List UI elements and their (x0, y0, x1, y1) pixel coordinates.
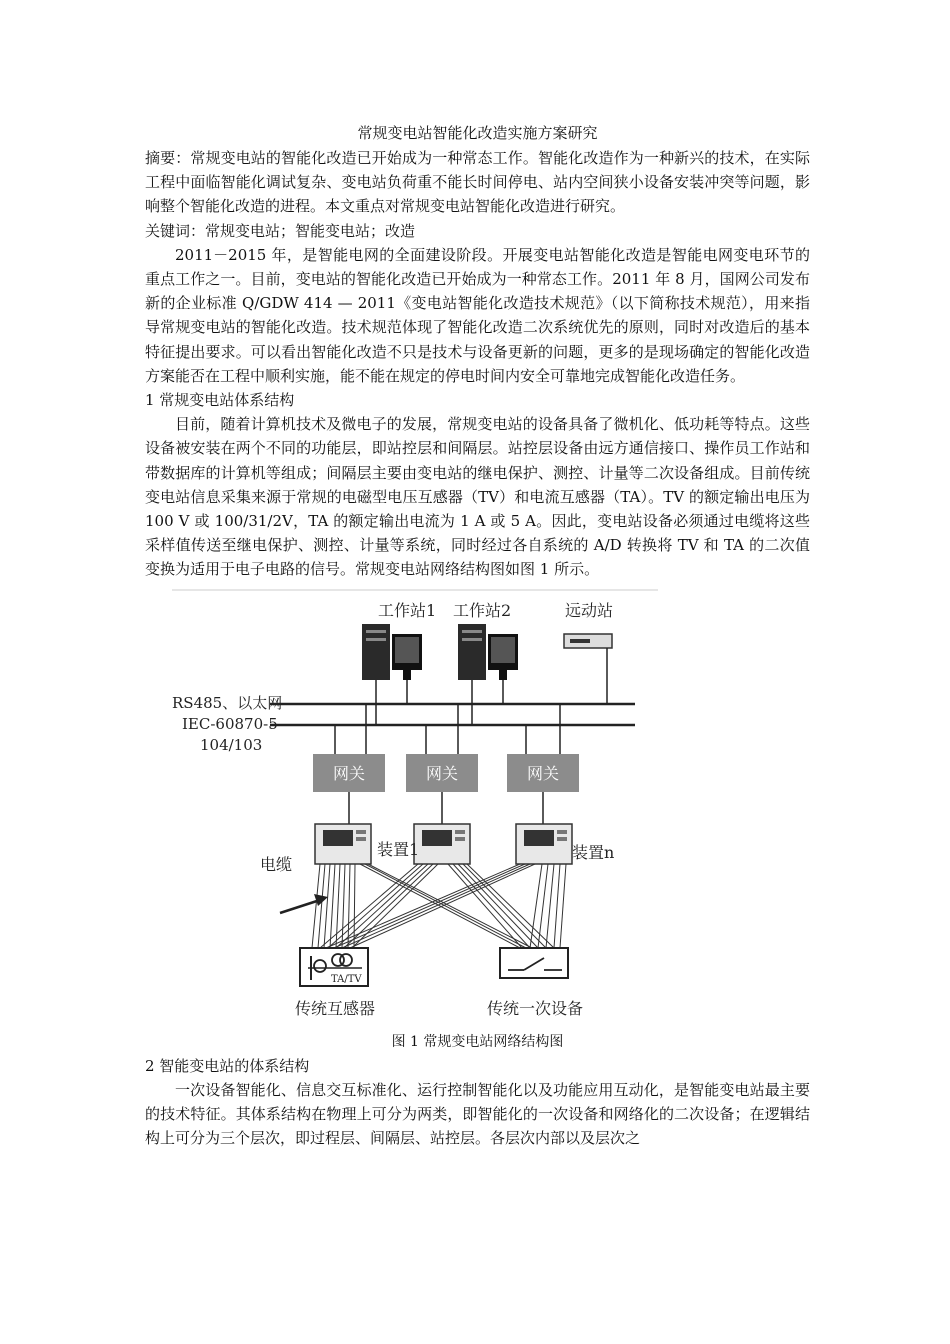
device-n (516, 824, 572, 864)
traditional-primary-icon (500, 948, 568, 978)
section1-paragraph: 目前，随着计算机技术及微电子的发展，常规变电站的设备具备了微机化、低功耗等特点。这些设备被安装在两个不同的功能层，即站控层和间隔层。站控层设备由远方通信接口、操作员工作站和带数据库的计算机等组成；间隔层主要由变电站的继电保护、测控、计量等二次设备组成。目前传统变电站信息采集来源于常规的电磁型电压互感器（TV）和电流互感器（TA）。TV 的额定输出电压为 100 V 或 100/31/2V，TA 的额定输出电流为 1 A 或 5 A。因此，变电站设备必须通过电缆将这些采样值传送至继电保护、测控、计量等系统，同时经过各自系统的 A/D 转换将 TV 和 TA 的二次值变换为适用于电子电路的信号。常规变电站网络结构图如图 1 所示。 (145, 415, 810, 579)
traditional-primary-label: 传统一次设备 (486, 998, 584, 1018)
traditional-transformer-label: 传统互感器 (294, 998, 376, 1018)
workstation1-label: 工作站1 (378, 600, 437, 620)
network-diagram (170, 588, 660, 1022)
devicen-label: 装置n (572, 842, 615, 862)
paper-title: 常规变电站智能化改造实施方案研究 (357, 124, 598, 142)
gateway-3-label: 网关 (526, 763, 560, 783)
section1-heading: 1 常规变电站体系结构 (145, 391, 295, 410)
intro-paragraph: 2011－2015 年，是智能电网的全面建设阶段。开展变电站智能化改造是智能电网变电环节的重点工作之一。目前，变电站的智能化改造已开始成为一种常态工作。2011 年 8 月，国网公司发布新的企业标准 Q/GDW 414 — 2011《变电站智能化改造技术规范》（以下简称技术规范），用来指导常规变电站的智能化改造。技术规范体现了智能化改造二次系统优先的原则，同时对改造后的基本特征提出要求。可以看出智能化改造不只是技术与设备更新的问题，更多的是现场确定的智能化改造方案能否在工程中顺利实施，能不能在规定的停电时间内安全可靠地完成智能化改造任务。 (145, 245, 810, 385)
workstation2-label: 工作站2 (453, 600, 512, 620)
cable-bundles (312, 864, 566, 948)
abstract: 摘要：常规变电站的智能化改造已开始成为一种常态工作。智能化改造作为一种新兴的技术，在实际工程中面临智能化调试复杂、变电站负荷重不能长时间停电、站内空间狭小设备安装冲突等问题，影响整个智能化改造的进程。本文重点对常规变电站智能化改造进行研究。 (145, 149, 810, 216)
device-1 (315, 824, 371, 864)
figure-caption: 图 1 常规变电站网络结构图 (391, 1033, 564, 1050)
bus-label-1: RS485、以太网 (172, 693, 283, 712)
section2-paragraph: 一次设备智能化、信息交互标准化、运行控制智能化以及功能应用互动化，是智能变电站最主要的技术特征。其体系结构在物理上可分为两类，即智能化的一次设备和网络化的二次设备；在逻辑结构上可分为三个层次，即过程层、间隔层、站控层。各层次内部以及层次之 (145, 1080, 810, 1148)
section2-heading: 2 智能变电站的体系结构 (145, 1056, 310, 1075)
device-2 (414, 824, 470, 864)
ta-tv-label: TA/TV (331, 973, 362, 985)
document-page (145, 122, 810, 1150)
workstation2-icon (458, 624, 518, 680)
remote-station-label: 远动站 (565, 600, 614, 620)
remote-station-icon (564, 634, 612, 648)
gateway-2-label: 网关 (425, 763, 459, 783)
cable-label: 电缆 (260, 854, 293, 874)
figure-1 (145, 588, 810, 1022)
keywords: 关键词：常规变电站；智能变电站；改造 (145, 221, 416, 240)
bus-label-2: IEC-60870-5- (182, 714, 283, 733)
workstation1-icon (362, 624, 422, 680)
bus-label-3: 104/103 (200, 735, 263, 754)
gateway-1-label: 网关 (332, 763, 366, 783)
device1-label: 装置1 (377, 839, 420, 859)
